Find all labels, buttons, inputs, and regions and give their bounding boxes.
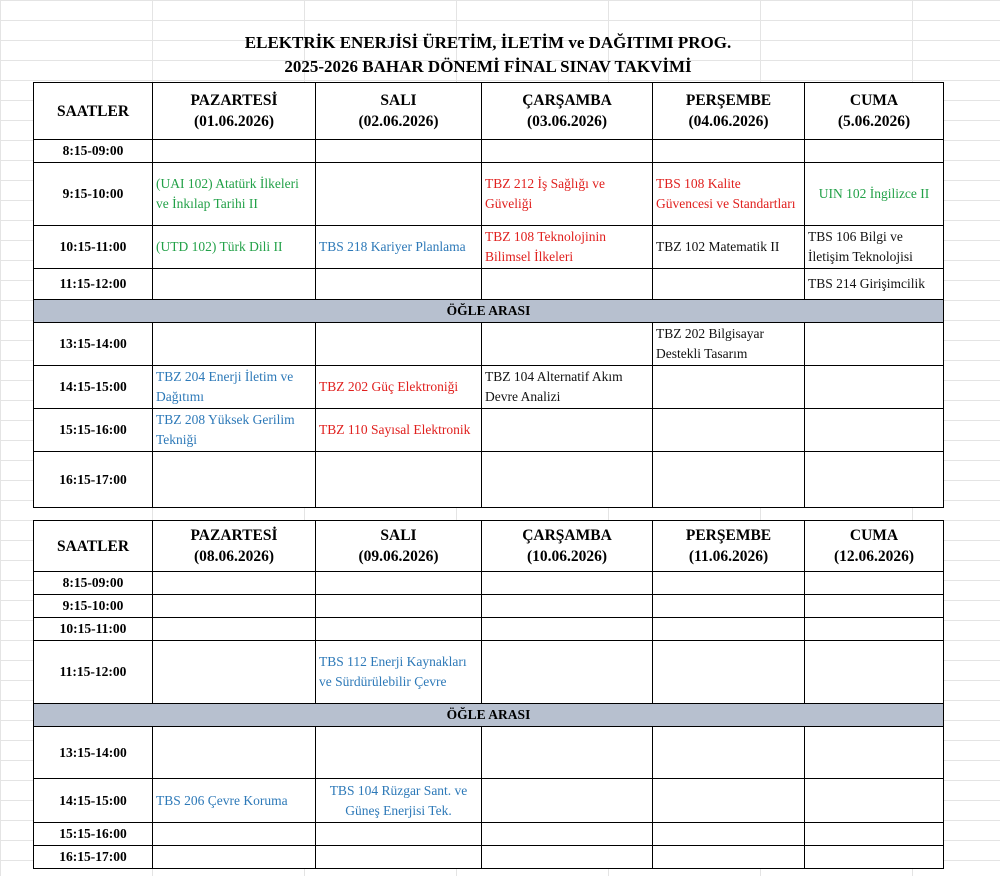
week1-break-row (34, 300, 944, 323)
week2-row-1015 (34, 618, 944, 641)
day-header-tuesday[interactable] (316, 521, 482, 572)
exam-cell[interactable] (805, 641, 944, 704)
schedule-subtitle: 2025-2026 BAHAR DÖNEMİ FİNAL SINAV TAKVİMİ (284, 57, 692, 76)
exam-cell[interactable] (653, 779, 805, 823)
exam-cell[interactable] (805, 823, 944, 846)
schedule-title: ELEKTRİK ENERJİSİ ÜRETİM, İLETİM ve DAĞITIMI PROG. (244, 33, 732, 52)
day-date: (04.06.2026) (688, 113, 769, 130)
day-header-thursday[interactable] (653, 83, 805, 140)
exam-cell[interactable] (153, 641, 316, 704)
time-slot-cell[interactable]: 10:15-11:00 (34, 618, 153, 641)
exam-cell[interactable] (482, 452, 653, 508)
exam-cell[interactable] (153, 727, 316, 779)
exam-cell[interactable]: TBS 214 Girişimcilik (805, 269, 944, 300)
week1-row-1015 (34, 226, 944, 269)
exam-cell[interactable] (482, 269, 653, 300)
exam-cell[interactable] (153, 823, 316, 846)
week2-row-1515 (34, 823, 944, 846)
exam-cell[interactable] (482, 323, 653, 366)
exam-cell[interactable] (316, 140, 482, 163)
time-slot-cell[interactable]: 11:15-12:00 (34, 269, 153, 300)
exam-cell[interactable] (153, 452, 316, 508)
day-header-friday[interactable] (805, 521, 944, 572)
exam-cell[interactable] (805, 323, 944, 366)
time-slot-cell[interactable]: 11:15-12:00 (34, 641, 153, 704)
exam-cell[interactable] (805, 618, 944, 641)
week1-row-1115 (34, 269, 944, 300)
day-name: SALI (380, 92, 417, 109)
exam-cell[interactable] (316, 618, 482, 641)
exam-cell[interactable]: TBZ 108 Teknolojinin Bilimsel İlkeleri (482, 226, 653, 269)
time-slot-cell[interactable]: 10:15-11:00 (34, 226, 153, 269)
exam-cell[interactable] (153, 618, 316, 641)
day-name: ÇARŞAMBA (522, 527, 612, 544)
exam-cell[interactable] (153, 323, 316, 366)
exam-cell[interactable] (805, 409, 944, 452)
exam-cell[interactable]: (UTD 102) Türk Dili II (153, 226, 316, 269)
week2-row-1115 (34, 641, 944, 704)
day-date: (01.06.2026) (193, 113, 275, 130)
exam-cell[interactable] (482, 846, 653, 869)
exam-cell[interactable]: TBS 218 Kariyer Planlama (316, 226, 482, 269)
exam-cell[interactable] (316, 163, 482, 226)
day-name: PERŞEMBE (685, 92, 772, 109)
exam-cell[interactable] (482, 641, 653, 704)
exam-cell[interactable] (653, 140, 805, 163)
day-date: (10.06.2026) (526, 548, 608, 565)
exam-cell[interactable] (316, 269, 482, 300)
exam-cell[interactable]: TBZ 208 Yüksek Gerilim Tekniği (153, 409, 316, 452)
time-slot-cell[interactable]: 13:15-14:00 (34, 323, 153, 366)
exam-cell[interactable] (316, 823, 482, 846)
exam-cell[interactable] (153, 846, 316, 869)
exam-cell[interactable] (805, 727, 944, 779)
day-header-thursday[interactable] (653, 521, 805, 572)
day-header-wednesday[interactable] (482, 83, 653, 140)
time-slot-cell[interactable]: 16:15-17:00 (34, 846, 153, 869)
week1-row-1515 (34, 409, 944, 452)
day-name: PERŞEMBE (685, 527, 772, 544)
exam-cell[interactable] (482, 595, 653, 618)
exam-cell[interactable] (482, 727, 653, 779)
exam-cell[interactable] (316, 323, 482, 366)
exam-cell[interactable] (316, 727, 482, 779)
day-date: (5.06.2026) (837, 113, 911, 130)
exam-cell[interactable]: TBZ 104 Alternatif Akım Devre Analizi (482, 366, 653, 409)
week1-schedule-table (33, 82, 944, 508)
time-slot-cell[interactable]: 9:15-10:00 (34, 163, 153, 226)
day-name: CUMA (849, 92, 899, 109)
exam-cell[interactable] (153, 140, 316, 163)
day-date: (03.06.2026) (526, 113, 608, 130)
day-name: PAZARTESİ (190, 527, 278, 544)
lunch-break-label: ÖĞLE ARASI (34, 704, 944, 727)
day-header-monday[interactable] (153, 83, 316, 140)
exam-cell[interactable] (805, 366, 944, 409)
exam-cell[interactable]: (UAI 102) Atatürk İlkeleri ve İnkılap Tarihi II (153, 163, 316, 226)
exam-cell[interactable]: TBS 108 Kalite Güvencesi ve Standartları (653, 163, 805, 226)
exam-cell[interactable] (653, 823, 805, 846)
exam-cell[interactable] (316, 452, 482, 508)
week2-row-0815 (34, 572, 944, 595)
lunch-break-label: ÖĞLE ARASI (34, 300, 944, 323)
exam-cell[interactable]: TBS 106 Bilgi ve İletişim Teknolojisi (805, 226, 944, 269)
exam-cell[interactable]: TBS 112 Enerji Kaynakları ve Sürdürülebilir Çevre (316, 641, 482, 704)
time-slot-cell[interactable]: 15:15-16:00 (34, 823, 153, 846)
exam-cell[interactable] (482, 409, 653, 452)
exam-cell[interactable] (482, 140, 653, 163)
exam-cell[interactable] (653, 846, 805, 869)
day-header-friday[interactable] (805, 83, 944, 140)
time-slot-cell[interactable]: 8:15-09:00 (34, 572, 153, 595)
day-header-tuesday[interactable] (316, 83, 482, 140)
week2-row-0915 (34, 595, 944, 618)
time-slot-cell[interactable]: 15:15-16:00 (34, 409, 153, 452)
exam-cell[interactable] (653, 409, 805, 452)
exam-cell[interactable] (805, 779, 944, 823)
exam-cell[interactable] (482, 779, 653, 823)
day-date: (09.06.2026) (358, 548, 439, 565)
day-header-wednesday[interactable] (482, 521, 653, 572)
saatler-header[interactable]: SAATLER (34, 83, 153, 140)
exam-cell[interactable] (316, 595, 482, 618)
week2-row-1615 (34, 846, 944, 869)
exam-cell[interactable] (316, 572, 482, 595)
exam-cell[interactable] (653, 641, 805, 704)
exam-cell[interactable]: TBZ 102 Matematik II (653, 226, 805, 269)
week2-schedule-table (33, 520, 944, 869)
week1-row-0815 (34, 140, 944, 163)
exam-cell[interactable] (653, 366, 805, 409)
exam-cell[interactable] (653, 572, 805, 595)
day-date: (11.06.2026) (688, 548, 769, 565)
exam-cell[interactable] (805, 572, 944, 595)
time-slot-cell[interactable]: 14:15-15:00 (34, 779, 153, 823)
week2-row-1415 (34, 779, 944, 823)
exam-cell[interactable] (482, 823, 653, 846)
day-name: SALI (380, 527, 417, 544)
exam-cell[interactable]: TBZ 110 Sayısal Elektronik (316, 409, 482, 452)
exam-cell[interactable] (153, 572, 316, 595)
exam-cell[interactable] (653, 452, 805, 508)
time-slot-cell[interactable]: 13:15-14:00 (34, 727, 153, 779)
week2-header-row (34, 521, 944, 572)
exam-cell[interactable]: TBS 206 Çevre Koruma (153, 779, 316, 823)
week2-row-1315 (34, 727, 944, 779)
exam-cell[interactable]: TBZ 202 Güç Elektroniği (316, 366, 482, 409)
exam-cell[interactable] (805, 595, 944, 618)
week2-break-row (34, 704, 944, 727)
exam-cell[interactable] (805, 846, 944, 869)
exam-cell[interactable] (653, 618, 805, 641)
exam-cell[interactable] (805, 140, 944, 163)
exam-cell[interactable] (316, 846, 482, 869)
exam-cell[interactable]: UIN 102 İngilizce II (805, 163, 944, 226)
exam-cell[interactable]: TBS 104 Rüzgar Sant. ve Güneş Enerjisi Tek. (316, 779, 482, 823)
exam-cell[interactable] (482, 572, 653, 595)
exam-cell[interactable]: TBZ 204 Enerji İletim ve Dağıtımı (153, 366, 316, 409)
day-name: ÇARŞAMBA (522, 92, 612, 109)
day-header-monday[interactable] (153, 521, 316, 572)
saatler-header[interactable]: SAATLER (34, 521, 153, 572)
day-date: (12.06.2026) (833, 548, 915, 565)
exam-cell[interactable]: TBZ 202 Bilgisayar Destekli Tasarım (653, 323, 805, 366)
week1-row-0915 (34, 163, 944, 226)
time-slot-cell[interactable]: 8:15-09:00 (34, 140, 153, 163)
time-slot-cell[interactable]: 14:15-15:00 (34, 366, 153, 409)
week1-header-row (34, 83, 944, 140)
week1-row-1315 (34, 323, 944, 366)
exam-cell[interactable] (153, 269, 316, 300)
exam-cell[interactable] (153, 595, 316, 618)
day-date: (08.06.2026) (193, 548, 275, 565)
exam-cell[interactable]: TBZ 212 İş Sağlığı ve Güveliği (482, 163, 653, 226)
exam-cell[interactable] (805, 452, 944, 508)
day-date: (02.06.2026) (358, 113, 439, 130)
time-slot-cell[interactable]: 9:15-10:00 (34, 595, 153, 618)
day-name: CUMA (849, 527, 899, 544)
day-name: PAZARTESİ (190, 92, 278, 109)
time-slot-cell[interactable]: 16:15-17:00 (34, 452, 153, 508)
week1-row-1415 (34, 366, 944, 409)
exam-cell[interactable] (653, 595, 805, 618)
exam-cell[interactable] (482, 618, 653, 641)
exam-cell[interactable] (653, 269, 805, 300)
week1-row-1615 (34, 452, 944, 508)
exam-cell[interactable] (653, 727, 805, 779)
